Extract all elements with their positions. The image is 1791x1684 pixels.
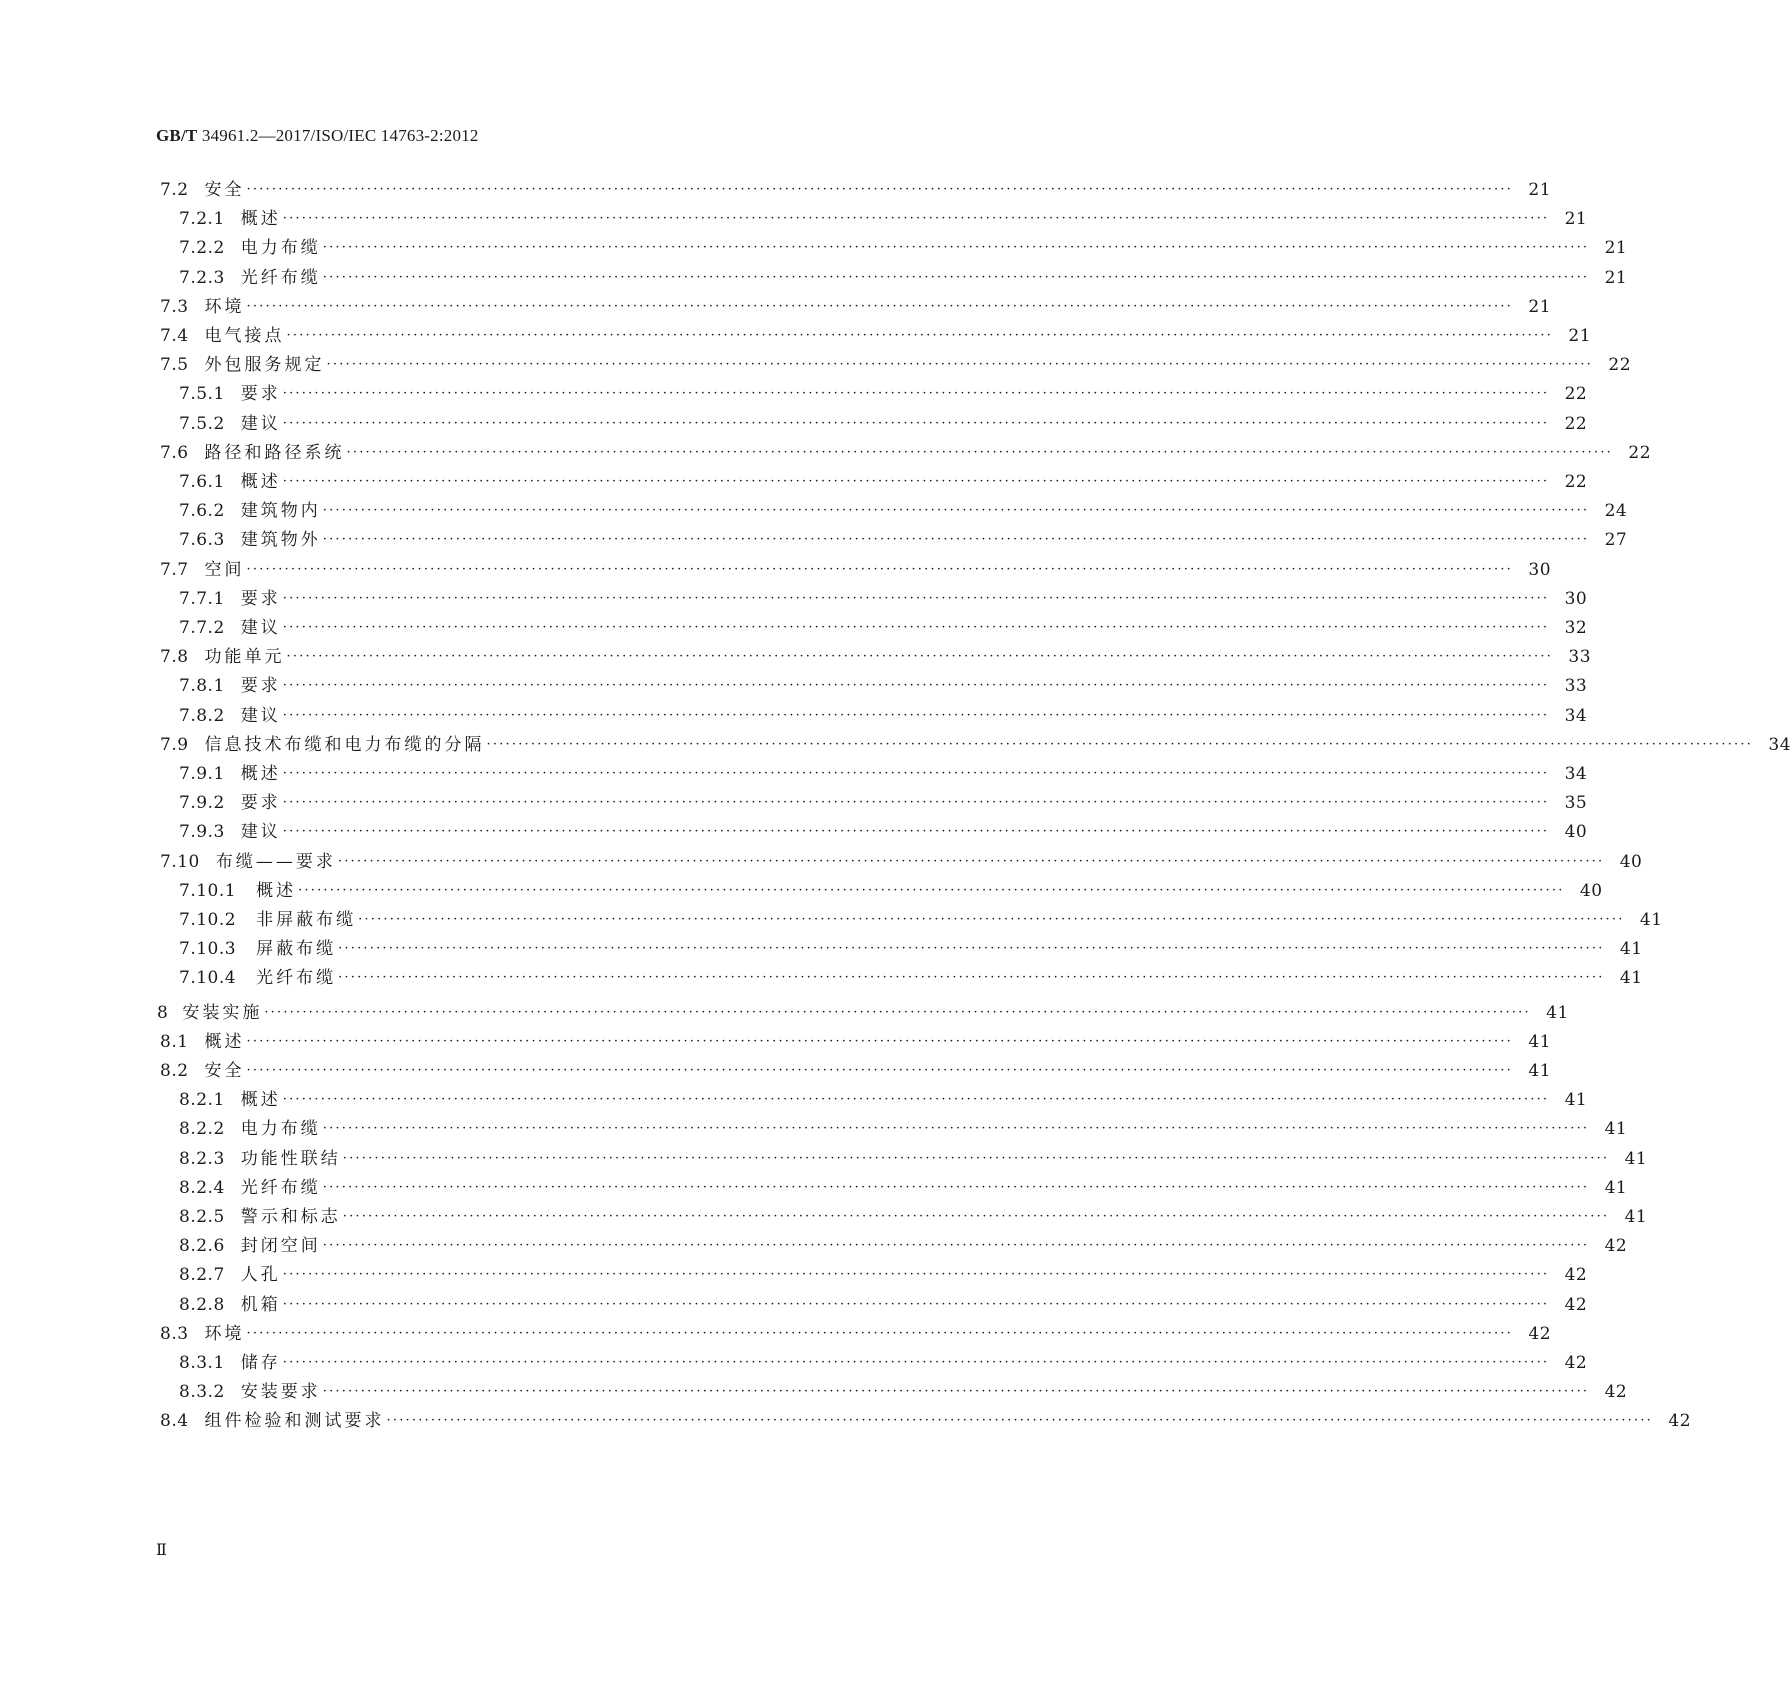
toc-leader-dots: ········································································································································································································	[286, 328, 1554, 343]
toc-leader-dots: ········································································································································································································	[337, 853, 1605, 869]
toc-entry-number: 7.10	[160, 851, 200, 872]
toc-leader-dots: ········································································································································································································	[282, 474, 1550, 489]
toc-entry[interactable]	[179, 675, 1588, 697]
toc-entry-title: 概述	[240, 764, 281, 784]
toc-entry-page: 22	[1564, 384, 1588, 405]
toc-entry[interactable]	[179, 1118, 1628, 1140]
toc-entry-number: 7.7.1	[179, 588, 225, 609]
toc-entry[interactable]	[179, 529, 1628, 551]
toc-entry-number: 8.2.4	[179, 1177, 225, 1198]
toc-entry-title: 功能性联结	[240, 1148, 341, 1169]
toc-entry-number: 8.2	[160, 1061, 189, 1081]
toc-entry-title: 储存	[240, 1353, 281, 1373]
toc-leader-dots: ········································································································································································································	[282, 1355, 1550, 1370]
toc-entry-title: 电力布缆	[240, 238, 321, 259]
toc-entry-title: 电力布缆	[240, 1119, 321, 1140]
toc-leader-dots: ········································································································································································································	[246, 298, 1514, 314]
toc-entry[interactable]	[179, 880, 1603, 902]
toc-leader-dots: ········································································································································································································	[282, 415, 1550, 431]
toc-entry-title: 环境	[204, 1323, 245, 1344]
toc-entry-number: 7.2.3	[179, 267, 225, 288]
toc-entry-number: 7.10.1	[179, 880, 237, 901]
toc-entry[interactable]	[160, 179, 1552, 201]
toc-entry-number: 7.10.3	[179, 939, 237, 960]
toc-leader-dots: ········································································································································································································	[282, 1296, 1550, 1312]
toc-entry-title: 屏蔽布缆	[256, 939, 337, 960]
toc-entry-page: 40	[1564, 822, 1588, 843]
toc-entry[interactable]	[160, 1410, 1692, 1432]
toc-leader-dots: ········································································································································································································	[246, 561, 1514, 577]
toc-entry[interactable]	[179, 763, 1588, 785]
toc-entry-number: 7.6	[160, 442, 189, 463]
toc-entry-title: 功能单元	[204, 647, 285, 668]
toc-entry-number: 8.1	[160, 1031, 189, 1052]
toc-entry-number: 7.6.2	[179, 501, 225, 522]
toc-entry[interactable]	[179, 1235, 1628, 1257]
toc-entry-title: 建议	[240, 822, 281, 843]
toc-leader-dots: ········································································································································································································	[264, 1004, 1531, 1020]
toc-entry-number: 8.2.8	[179, 1294, 225, 1315]
toc-entry-title: 概述	[240, 472, 281, 492]
toc-entry-title: 机箱	[240, 1294, 281, 1315]
toc-entry-title: 建筑物内	[240, 501, 321, 522]
toc-leader-dots: ········································································································································································································	[282, 795, 1550, 811]
toc-entry-page: 42	[1528, 1323, 1552, 1344]
standard-header	[156, 126, 479, 146]
toc-leader-dots: ········································································································································································································	[322, 1384, 1590, 1400]
toc-leader-dots: ········································································································································································································	[322, 269, 1590, 285]
toc-leader-dots: ········································································································································································································	[282, 1267, 1550, 1283]
standard-prefix: GB/T	[156, 126, 198, 145]
toc-entry-number: 8.3.2	[179, 1382, 225, 1403]
toc-entry-number: 7.4	[160, 326, 189, 346]
toc-entry[interactable]	[179, 1352, 1588, 1374]
toc-entry-number: 7.6.1	[179, 472, 225, 492]
toc-entry-page: 21	[1528, 296, 1552, 317]
toc-entry-number: 7.8	[160, 647, 189, 668]
toc-entry-page: 22	[1564, 413, 1588, 434]
toc-entry-number: 7.9	[160, 734, 189, 755]
toc-leader-dots: ········································································································································································································	[298, 882, 1565, 898]
toc-entry-page: 41	[1564, 1090, 1588, 1111]
toc-entry-number: 7.8.1	[179, 676, 225, 697]
toc-leader-dots: ········································································································································································································	[282, 211, 1550, 227]
toc-entry-page: 32	[1564, 618, 1588, 638]
toc-entry-page: 34	[1768, 734, 1791, 755]
toc-entry[interactable]	[160, 1060, 1552, 1082]
toc-entry-title: 要求	[240, 384, 281, 405]
toc-entry-page: 30	[1528, 559, 1552, 580]
toc-entry-page: 42	[1564, 1294, 1588, 1315]
toc-entry-title: 安全	[204, 1061, 245, 1081]
toc-entry[interactable]	[179, 1148, 1648, 1170]
toc-entry-title: 光纤布缆	[240, 267, 321, 288]
toc-entry-number: 7.9.1	[179, 764, 225, 784]
toc-entry-title: 人孔	[240, 1265, 281, 1286]
toc-entry-title: 安装实施	[182, 1002, 263, 1023]
toc-entry-page: 21	[1528, 180, 1552, 200]
toc-entry-number: 7.9.2	[179, 793, 225, 814]
toc-entry-page: 34	[1564, 705, 1588, 726]
toc-entry[interactable]	[160, 1323, 1552, 1345]
toc-entry-title: 概述	[240, 1090, 281, 1111]
toc-leader-dots: ········································································································································································································	[386, 1413, 1654, 1429]
toc-entry-number: 7.5	[160, 355, 189, 376]
toc-entry-title: 外包服务规定	[204, 355, 325, 376]
toc-entry-title: 警示和标志	[240, 1207, 341, 1227]
toc-entry-number: 7.2	[160, 180, 189, 200]
toc-entry[interactable]	[179, 938, 1643, 960]
toc-entry[interactable]	[179, 588, 1588, 610]
toc-entry[interactable]	[160, 296, 1552, 318]
toc-entry-number: 8.3	[160, 1323, 189, 1344]
toc-entry-number: 8.2.3	[179, 1148, 225, 1169]
toc-leader-dots: ········································································································································································································	[246, 1033, 1514, 1049]
toc-leader-dots: ········································································································································································································	[282, 386, 1550, 402]
toc-leader-dots: ········································································································································································································	[282, 1092, 1550, 1108]
toc-leader-dots: ········································································································································································································	[286, 649, 1554, 665]
toc-entry[interactable]	[179, 792, 1588, 814]
toc-entry[interactable]	[179, 1264, 1588, 1286]
toc-entry-page: 24	[1604, 501, 1628, 522]
toc-entry-page: 21	[1568, 326, 1592, 346]
toc-entry-page: 34	[1564, 764, 1588, 784]
toc-entry-number: 7.2.1	[179, 209, 225, 230]
toc-entry[interactable]	[179, 705, 1588, 727]
toc-leader-dots: ········································································································································································································	[282, 620, 1550, 635]
toc-leader-dots: ········································································································································································································	[342, 1209, 1610, 1224]
toc-entry[interactable]	[160, 442, 1652, 464]
toc-entry-number: 7.5.2	[179, 413, 225, 434]
toc-entry-number: 8.2.5	[179, 1207, 225, 1227]
toc-entry-page: 22	[1564, 472, 1588, 492]
toc-entry-number: 8.2.1	[179, 1090, 225, 1111]
toc-entry-page: 21	[1604, 267, 1628, 288]
toc-leader-dots: ········································································································································································································	[246, 1063, 1514, 1078]
page-number: Ⅱ	[156, 1542, 167, 1559]
toc-entry[interactable]	[179, 1206, 1648, 1228]
toc-entry[interactable]	[179, 267, 1628, 289]
toc-entry-title: 布缆——要求	[215, 851, 336, 872]
toc-entry-page: 22	[1628, 442, 1652, 463]
toc-entry-page: 41	[1604, 1177, 1628, 1198]
toc-entry-number: 7.3	[160, 296, 189, 317]
toc-entry-page: 41	[1546, 1002, 1569, 1023]
toc-leader-dots: ········································································································································································································	[338, 970, 1605, 986]
toc-entry-page: 41	[1604, 1119, 1628, 1140]
toc-entry-title: 概述	[240, 209, 281, 230]
toc-leader-dots: ········································································································································································································	[358, 912, 1625, 927]
toc-entry-page: 27	[1604, 530, 1628, 551]
toc-entry-page: 41	[1528, 1031, 1552, 1052]
toc-entry-page: 42	[1604, 1236, 1628, 1257]
toc-entry-title: 封闭空间	[240, 1236, 321, 1257]
toc-entry-title: 要求	[240, 676, 281, 697]
toc-entry[interactable]	[160, 851, 1643, 873]
toc-entry-number: 8.2.2	[179, 1119, 225, 1140]
toc-entry[interactable]	[179, 821, 1588, 843]
toc-entry-title: 建议	[240, 413, 281, 434]
toc-leader-dots: ········································································································································································································	[322, 240, 1590, 256]
toc-leader-dots: ········································································································································································································	[246, 182, 1514, 197]
toc-entry[interactable]	[179, 1089, 1588, 1111]
toc-leader-dots: ········································································································································································································	[486, 736, 1754, 752]
toc-entry-page: 40	[1619, 851, 1643, 872]
toc-leader-dots: ········································································································································································································	[322, 1238, 1590, 1254]
toc-entry-title: 概述	[204, 1031, 245, 1052]
toc-entry-page: 21	[1564, 209, 1588, 230]
toc-entry[interactable]	[160, 354, 1632, 376]
toc-entry-page: 33	[1564, 676, 1588, 697]
toc-leader-dots: ········································································································································································································	[342, 1150, 1610, 1166]
toc-leader-dots: ········································································································································································································	[322, 532, 1590, 548]
toc-leader-dots: ········································································································································································································	[326, 357, 1594, 373]
toc-entry[interactable]	[179, 1381, 1628, 1403]
toc-entry-title: 建议	[240, 618, 281, 638]
toc-entry-title: 光纤布缆	[240, 1177, 321, 1198]
toc-entry[interactable]	[179, 1294, 1588, 1316]
toc-leader-dots: ········································································································································································································	[346, 444, 1614, 460]
toc-entry[interactable]	[179, 237, 1628, 259]
toc-leader-dots: ········································································································································································································	[282, 590, 1550, 606]
toc-entry-page: 42	[1604, 1382, 1628, 1403]
toc-entry-page: 41	[1528, 1061, 1552, 1081]
toc-entry-title: 信息技术布缆和电力布缆的分隔	[204, 734, 485, 755]
toc-entry-page: 41	[1639, 910, 1663, 930]
toc-entry[interactable]	[160, 325, 1592, 347]
toc-entry[interactable]	[160, 1031, 1552, 1053]
toc-leader-dots: ········································································································································································································	[322, 1179, 1590, 1195]
toc-entry-title: 概述	[256, 880, 297, 901]
toc-entry-number: 7.10.2	[179, 910, 237, 930]
toc-leader-dots: ········································································································································································································	[246, 1325, 1514, 1341]
toc-entry[interactable]	[179, 208, 1588, 230]
toc-entry-number: 7.5.1	[179, 384, 225, 405]
toc-entry-title: 环境	[204, 296, 245, 317]
toc-entry-page: 42	[1564, 1353, 1588, 1373]
toc-entry-page: 41	[1619, 939, 1643, 960]
toc-entry-page: 42	[1668, 1411, 1692, 1432]
toc-entry-number: 8.3.1	[179, 1353, 225, 1373]
toc-leader-dots: ········································································································································································································	[322, 1121, 1590, 1137]
toc-entry-title: 安全	[204, 180, 245, 200]
toc-entry-number: 7.9.3	[179, 822, 225, 843]
toc-leader-dots: ········································································································································································································	[282, 678, 1550, 694]
toc-entry-title: 非屏蔽布缆	[256, 910, 357, 930]
toc-entry[interactable]	[179, 1177, 1628, 1199]
toc-entry-page: 35	[1564, 793, 1588, 814]
toc-entry-title: 要求	[240, 793, 281, 814]
toc-entry-number: 8.2.7	[179, 1265, 225, 1286]
toc-entry-page: 41	[1624, 1207, 1648, 1227]
toc-entry-page: 30	[1564, 588, 1588, 609]
toc-leader-dots: ········································································································································································································	[282, 707, 1550, 723]
toc-entry-title: 组件检验和测试要求	[204, 1411, 385, 1432]
toc-entry-title: 要求	[240, 588, 281, 609]
toc-entry-number: 7.7	[160, 559, 189, 580]
toc-entry[interactable]	[179, 909, 1663, 931]
toc-entry-number: 7.6.3	[179, 530, 225, 551]
standard-number: 34961.2—2017/ISO/IEC 14763-2:2012	[197, 126, 479, 145]
toc-entry[interactable]	[160, 559, 1552, 581]
toc-entry-number: 7.2.2	[179, 238, 225, 259]
toc-entry-page: 22	[1608, 355, 1632, 376]
toc-entry-title: 路径和路径系统	[204, 442, 345, 463]
toc-entry[interactable]	[179, 967, 1643, 989]
toc-entry-number: 7.8.2	[179, 705, 225, 726]
toc-entry[interactable]	[179, 617, 1588, 639]
toc-entry-number: 8.2.6	[179, 1236, 225, 1257]
toc-entry[interactable]	[179, 471, 1588, 493]
toc-entry-title: 安装要求	[240, 1382, 321, 1403]
toc-leader-dots: ········································································································································································································	[338, 941, 1605, 957]
toc-entry-page: 33	[1568, 647, 1592, 668]
toc-entry[interactable]	[179, 500, 1628, 522]
toc-entry[interactable]	[179, 383, 1588, 405]
toc-entry[interactable]	[160, 646, 1592, 668]
toc-entry-title: 建议	[240, 705, 281, 726]
toc-entry-page: 21	[1604, 238, 1628, 259]
toc-entry-page: 41	[1624, 1148, 1648, 1169]
toc-entry[interactable]	[160, 734, 1791, 756]
toc-entry-title: 电气接点	[204, 326, 285, 346]
toc-entry-number: 8	[157, 1002, 169, 1023]
toc-leader-dots: ········································································································································································································	[322, 503, 1590, 519]
toc-entry-title: 空间	[204, 559, 245, 580]
toc-entry[interactable]	[179, 413, 1588, 435]
toc-entry-number: 7.7.2	[179, 618, 225, 638]
toc-entry-title: 建筑物外	[240, 530, 321, 551]
toc-leader-dots: ········································································································································································································	[282, 824, 1550, 840]
toc-entry-page: 40	[1579, 880, 1603, 901]
toc-entry-title: 光纤布缆	[256, 968, 337, 989]
toc-leader-dots: ········································································································································································································	[282, 766, 1550, 781]
toc-entry[interactable]	[157, 1002, 1569, 1024]
toc-entry-number: 7.10.4	[179, 968, 237, 989]
toc-entry-page: 41	[1619, 968, 1643, 989]
toc-entry-page: 42	[1564, 1265, 1588, 1286]
toc-entry-number: 8.4	[160, 1411, 189, 1432]
